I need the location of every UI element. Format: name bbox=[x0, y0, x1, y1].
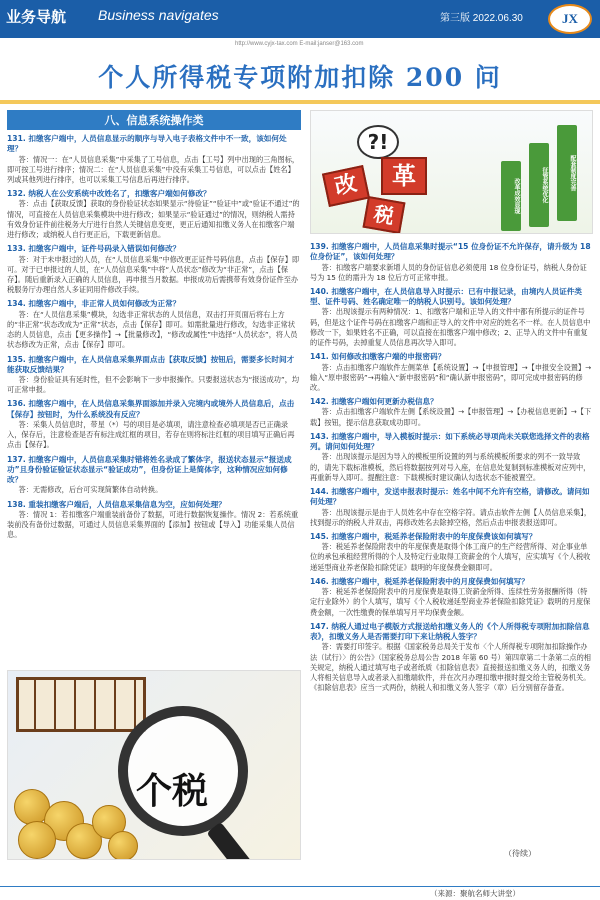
question-heading: 139. 扣缴客户端中，人员信息采集时提示“15 位身份证不允许保存，请升级为 18 位身份证”，该如何处理？ bbox=[310, 242, 591, 262]
question-heading: 137. 扣缴客户端中，人员信息采集时错将姓名录成了繁体字，报送状态显示“报送成功”且身份验证验证状态显示“验证成功”，但身份证上是简体字，这种情况应如何修改？ bbox=[7, 454, 292, 485]
magnifier-handle bbox=[206, 822, 257, 860]
answer-text: 答：需要打印签字。根据《国家税务总局关于发布〈个人所得税专项附加扣除操作办法（试行）〉的公告》（国家税务总局公告 2018 年第 60 号）第四章第二十条第二点的相关规定，纳税人通过填写电子或者纸质《扣除信息表》直接报送扣缴义务人的，扣缴义务人将相关信息导入或者录入扣缴端软件，并在次月办理扣缴申报时提交给主管税务机关。《扣除信息表》应当一式两份，纳税人和扣缴义务人签字（章）后分别留存备查。 bbox=[310, 642, 591, 693]
site-info: http://www.cyjx-tax.com E-mail:janser@163.com bbox=[235, 41, 364, 47]
reform-illustration bbox=[310, 110, 593, 234]
tax-illustration bbox=[7, 670, 301, 860]
section-heading: 八、信息系统操作类 bbox=[7, 110, 301, 130]
answer-text: 答：无需修改，后台可实现简繁体自动转换。 bbox=[18, 485, 163, 495]
section-name: 业务导航 bbox=[6, 8, 67, 26]
right-qa-list bbox=[310, 242, 593, 693]
question-heading: 141. 如何修改扣缴客户端的申报密码？ bbox=[310, 352, 446, 362]
answer-text: 答：出现该提示是因为导入的模板里所设置的列与系统模板所要求的列不一致导致的，请先下载标准模板，然后将数据按列对号入座，在信息处复制到标准模板对应列中，再重新导入即可。提醒注意：下载模板时建议确认勾选状态不能被置空。 bbox=[310, 452, 591, 482]
question-heading: 140. 扣缴客户端中，在人员信息导入时提示：已有中报记录，由境内人员证件类型、证件号码、姓名确定唯一的纳税人识别号。该如何处理？ bbox=[310, 286, 582, 307]
arrow-group bbox=[501, 121, 591, 231]
answer-text: 答：点击【获取反馈】获取的身份验证状态如果显示“待验证”“验证中”或“验证不通过”的情况，可直接在人员信息采集模块中进行修改；如果显示“验证通过”的情况，则纳税人需持有效身份证件前往税务大厅进行自然人关键信息变更，更正后通知扣缴义务人在扣缴客户端进行修改；或纳税人自行更正后，下载更新信息。 bbox=[7, 199, 300, 240]
newspaper-logo: JX bbox=[548, 4, 592, 34]
question-heading: 135. 扣缴客户端中，在人员信息采集界面点击【获取反馈】按钮后，需要多长时间才能获取反馈结果？ bbox=[7, 354, 295, 374]
page-title: 个人所得税专项附加扣除 200 问 bbox=[98, 63, 502, 92]
sign-gai: 改 bbox=[322, 165, 370, 207]
answer-text: 答：点击扣缴客户端软件左侧【系统设置】→【申报管理】→【办税信息更新】→【下载】按钮，提示信息获取成功即可。 bbox=[310, 407, 592, 427]
question-heading: 142. 扣缴客户端如何更新办税信息？ bbox=[310, 397, 438, 407]
answer-text: 答：身份验证具有延时性，但不会影响下一步申报操作。只要报送状态为“报送成功”，均可正常申报。 bbox=[7, 375, 300, 395]
question-bubble: ?! bbox=[357, 125, 399, 159]
right-column bbox=[310, 238, 593, 693]
footer-rule bbox=[0, 886, 600, 887]
answer-text: 答：对于未申报过的人员，在“人员信息采集”中修改更正证件号码信息，点击【保存】即可。对于已申报过的人员，在“人员信息采集”中将“人员状态”修改为“非正常”，点击【保存】。随后重新录入正确的人员信息，再申报当月数据。申报成功后需携带有效身份证件至办税服务厅办理自然人多证同用件修改手续。 bbox=[7, 254, 300, 295]
answer-text: 答：扣缴客户端要求新增人员的身份证信息必须使用 18 位身份证号，纳税人身份证号为 15 位的需升为 18 位后方可正常申报。 bbox=[310, 262, 587, 282]
question-heading: 143. 扣缴客户端中，导入模板时提示：如下系统必导项尚未关联您选择文件的表格列。请问如何处理？ bbox=[310, 431, 590, 452]
title-band bbox=[0, 100, 600, 104]
continued-note: （待续） bbox=[504, 849, 536, 858]
answer-text: 答：出现该提示是由于人员姓名中存在空格字符。请点击软件左侧【人员信息采集】，找到提示的纳税人并双击，再修改姓名去除掉空格，然后点击申报表报送即可。 bbox=[310, 507, 592, 527]
edition-date: 第三版 2022.06.30 bbox=[440, 13, 523, 24]
question-heading: 131. 扣缴客户端中，人员信息显示的顺序与导入电子表格文件中不一致，该如何处理？ bbox=[7, 134, 287, 154]
answer-text: 答：情况一：在“人员信息采集”中采集了工号信息，点击【工号】列中出现的三角图标，即可按工号进行排序；情况二：在“人员信息采集”中没有采集工号信息，可以点击【姓名】列或其他列进行排序，也可以采集工号信息后再进行排序。 bbox=[7, 154, 300, 184]
answer-text: 答：税延养老保险附表中的月度保费是取得工资薪金所得、连续性劳务报酬所得（特定行业除外）的个人填写，填写《个人税收递延型商业养老保险扣除凭证》载明的月度保费金额，一次性缴费的保单填写月平均保费金额。 bbox=[310, 587, 591, 617]
question-heading: 136. 扣缴客户端中，在人员信息采集界面添加并录入完境内或境外人员信息后，点击【保存】按钮时，为什么系统没有反应？ bbox=[7, 399, 295, 419]
magnifier-text: 个税 bbox=[136, 770, 209, 812]
abacus-image bbox=[16, 677, 146, 732]
answer-text: 答：点击扣缴客户端软件左侧菜单【系统设置】→【申报管理】→【申报安全设置】→输入“原申报密码”→再输入“新申报密码”和“确认新申报密码”，即可完成申报密码的修改。 bbox=[310, 362, 592, 392]
question-heading: 145. 扣缴客户端中，税延养老保险附表中的年度保费该如何填写？ bbox=[310, 532, 537, 541]
section-english: Business navigates bbox=[98, 7, 219, 23]
left-qa-list bbox=[7, 134, 301, 541]
question-heading: 138. 重装扣缴客户端后，人员信息采集信息为空，应如何处理？ bbox=[7, 499, 226, 509]
sign-ge: 革 bbox=[381, 157, 427, 195]
source-note: （来源：聚航名师大讲堂） bbox=[430, 889, 520, 898]
question-heading: 134. 扣缴客户端中，非正常人员如何修改为正常？ bbox=[7, 299, 181, 309]
question-heading: 133. 扣缴客户端中，证件号码录入错误如何修改？ bbox=[7, 244, 181, 254]
question-heading: 132. 纳税人在公安系统中改姓名了，扣缴客户端如何修改？ bbox=[7, 189, 211, 199]
arrow-2: 征管系统优化 bbox=[529, 143, 549, 227]
answer-text: 答：出现该提示有两种情况：1、扣缴客户端和正导入的文件中都有所提示的证件号码，但是这个证件号码在扣缴客户端和正导入的文件中对应的姓名不一样。在人员信息中修改一下，如果姓名不正确，可以直接在扣缴客户端中修改；2、正导入的文件中有重复的证件号码，去掉重复人员信息再次导入即可。 bbox=[310, 307, 591, 348]
left-column bbox=[7, 110, 301, 541]
question-heading: 144. 扣缴客户端中，发送申报表时提示：姓名中间不允许有空格，请修改。请问如何处理？ bbox=[310, 487, 590, 507]
question-heading: 146. 扣缴客户端中，税延养老保险附表中的月度保费如何填写？ bbox=[310, 576, 529, 586]
answer-text: 答：采集人员信息时，带星（*）号的项目是必填项，请注意检查必填项是否已正确录入，保存后，注意检查是否有标注成红框的项目，若存在则将标注红框的项目填写正确后再点击【保存】。 bbox=[7, 419, 295, 450]
sign-shui: 税 bbox=[363, 196, 406, 234]
arrow-1: 改革成效显现 bbox=[501, 161, 521, 231]
arrow-3: 配套制度完善 bbox=[557, 125, 577, 221]
answer-text: 答：情况 1：若扣缴客户端重装前备份了数据，可进行数据恢复操作。情况 2：若系统重装前没有备份过数据，可通过人员信息采集界面的【添加】按钮或【导入】功能采集人员信息。 bbox=[7, 509, 299, 540]
page-header bbox=[0, 0, 600, 38]
answer-text: 答：税延养老保险附表中的年度保费是取得个体工商户的生产经营所得、对企事业单位的承包承租经营所得的个人及特定行业取得工资薪金的个人填写，应实填写《个人税收递延型商业养老保险扣除凭证》载明的年度保费金额即可。 bbox=[310, 542, 591, 572]
question-heading: 147. 纳税人通过电子模版方式报送给扣缴义务人的《个人所得税专项附加扣除信息表》，扣缴义务人是否需要打印下来让纳税人签字？ bbox=[310, 621, 590, 642]
answer-text: 答：在“人员信息采集”模块，勾选非正常状态的人员信息，双击打开页面后将右上方的“非正常”状态改成为“正常”状态，点击【保存】即可。如需批量进行修改，勾选非正常状态的人员信息，点击【更多操作】→【批量修改】，“修改或属性”中选择“人员状态”，将人员状态修改为正常，点击【保存】即可。 bbox=[7, 309, 298, 350]
